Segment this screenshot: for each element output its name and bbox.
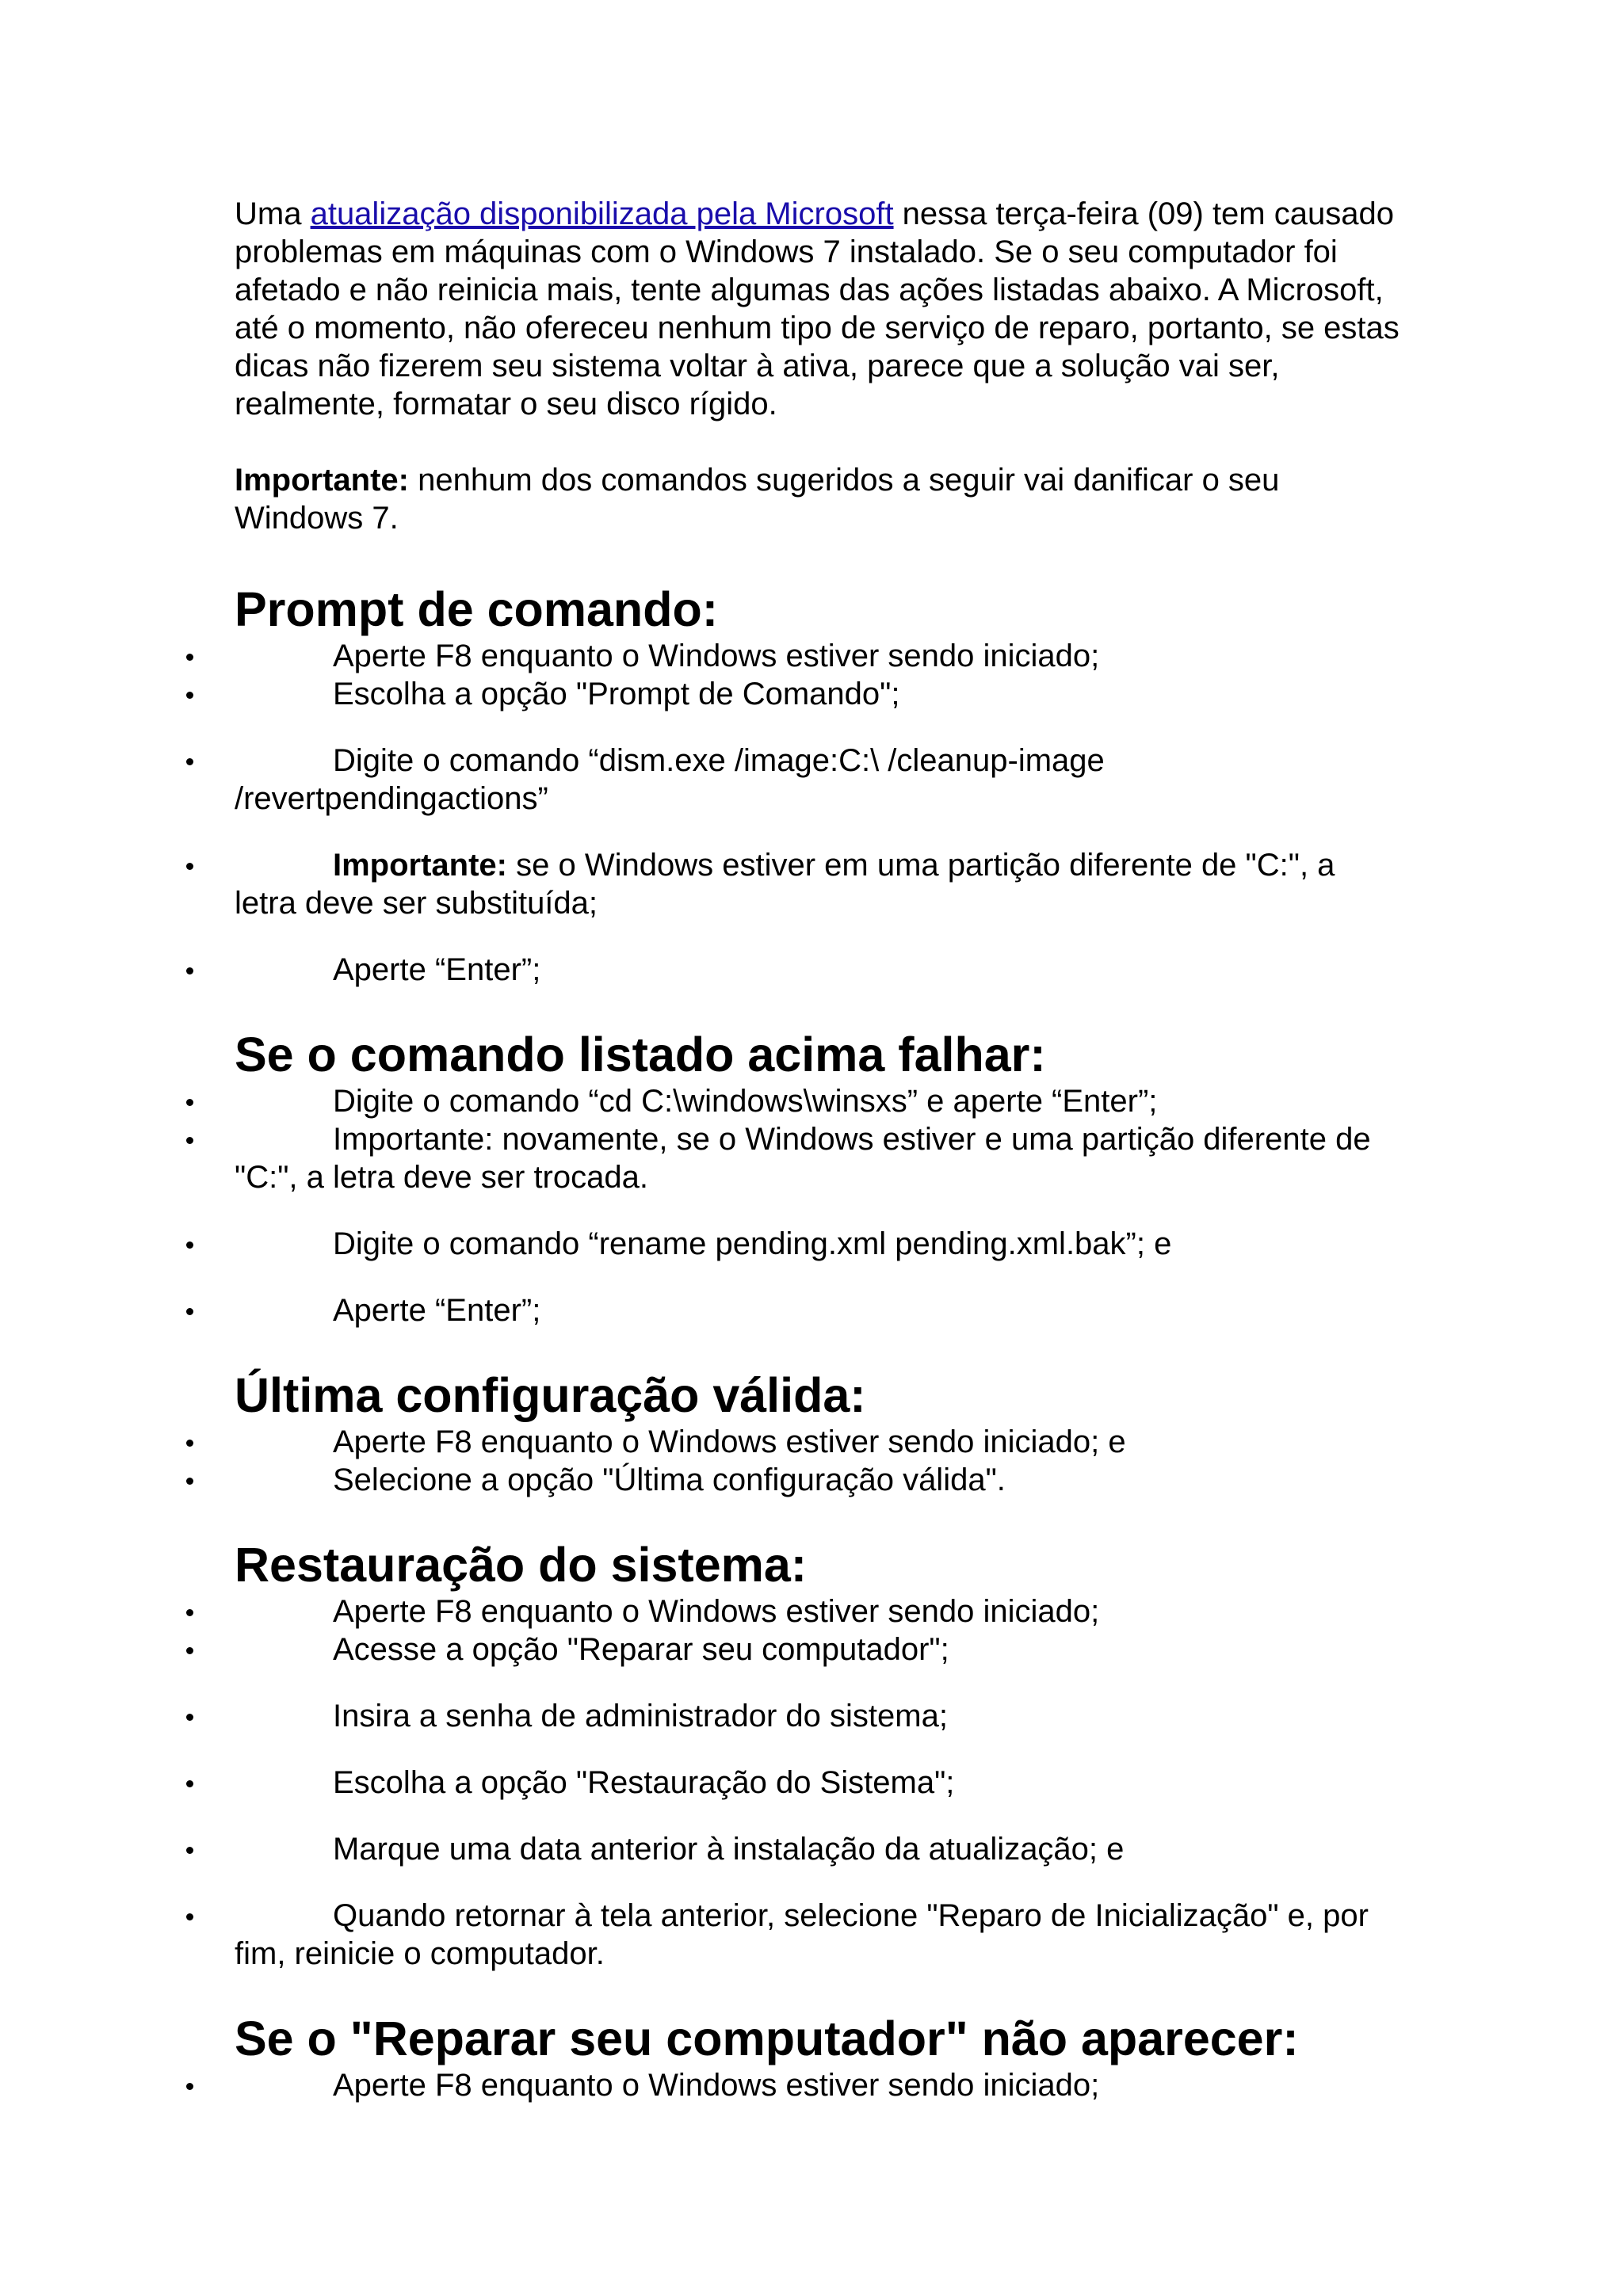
section-heading-command-fails: Se o comando listado acima falhar: <box>235 1028 1046 1081</box>
important-text: nenhum dos comandos sugeridos a seguir vai danificar o seu Windows 7. <box>235 463 1280 536</box>
section-list-prompt <box>235 637 1400 989</box>
section-heading-system-restore: Restauração do sistema: <box>235 1538 808 1592</box>
section-list-command-fails <box>235 1082 1400 1329</box>
list-item: Selecione a opção "Última configuração válida". <box>235 1461 1400 1499</box>
article-body <box>235 195 1400 2142</box>
microsoft-update-link[interactable]: atualização disponibilizada pela Microsoft <box>310 196 894 231</box>
list-item: Aperte F8 enquanto o Windows estiver sendo iniciado; e <box>235 1423 1400 1461</box>
list-item: Aperte “Enter”; <box>235 1291 1400 1329</box>
section-heading-prompt: Prompt de comando: <box>235 582 719 636</box>
list-item: Escolha a opção "Prompt de Comando"; <box>235 675 1400 713</box>
list-item: Digite o comando “dism.exe /image:C:\ /cleanup-image /revertpendingactions” <box>235 742 1400 818</box>
list-item: Escolha a opção "Restauração do Sistema"; <box>235 1764 1400 1802</box>
list-item: Aperte F8 enquanto o Windows estiver sendo iniciado; <box>235 1592 1400 1630</box>
section-list-last-known-good <box>235 1423 1400 1499</box>
section-list-repair-missing <box>235 2066 1400 2104</box>
list-item: Aperte F8 enquanto o Windows estiver sendo iniciado; <box>235 2066 1400 2104</box>
intro-text-start: Uma <box>235 196 311 231</box>
list-item: Acesse a opção "Reparar seu computador"; <box>235 1630 1400 1669</box>
intro-text-rest: nessa terça-feira (09) tem causado problemas em máquinas com o Windows 7 instalado. Se o seu computador foi afetado e não reinicia mais, tente algumas das ações listadas abaixo. A Microsoft, até o momento, não ofereceu nenhum tipo de serviço de reparo, portanto, se estas dicas não fizerem seu sistema voltar à ativa, parece que a solução vai ser, realmente, formatar o seu disco rígido. <box>235 196 1400 421</box>
list-item: Digite o comando “cd C:\windows\winsxs” e aperte “Enter”; <box>235 1082 1400 1120</box>
section-heading-last-known-good: Última configuração válida: <box>235 1368 866 1422</box>
important-note <box>235 461 1400 537</box>
list-item: Aperte “Enter”; <box>235 951 1400 989</box>
important-label: Importante: <box>235 463 409 498</box>
list-item: Marque uma data anterior à instalação da atualização; e <box>235 1830 1400 1868</box>
list-item: Aperte F8 enquanto o Windows estiver sendo iniciado; <box>235 637 1400 675</box>
list-item: Importante: se o Windows estiver em uma partição diferente de "C:", a letra deve ser substituída; <box>235 846 1400 922</box>
list-item: Importante: novamente, se o Windows estiver e uma partição diferente de "C:", a letra deve ser trocada. <box>235 1120 1400 1196</box>
list-item: Quando retornar à tela anterior, selecione "Reparo de Inicialização" e, por fim, reinicie o computador. <box>235 1897 1400 1973</box>
intro-paragraph <box>235 195 1400 423</box>
list-item: Insira a senha de administrador do sistema; <box>235 1697 1400 1735</box>
list-item: Digite o comando “rename pending.xml pending.xml.bak”; e <box>235 1225 1400 1263</box>
section-list-system-restore <box>235 1592 1400 1973</box>
section-heading-repair-missing: Se o "Reparar seu computador" não aparecer: <box>235 2012 1299 2065</box>
